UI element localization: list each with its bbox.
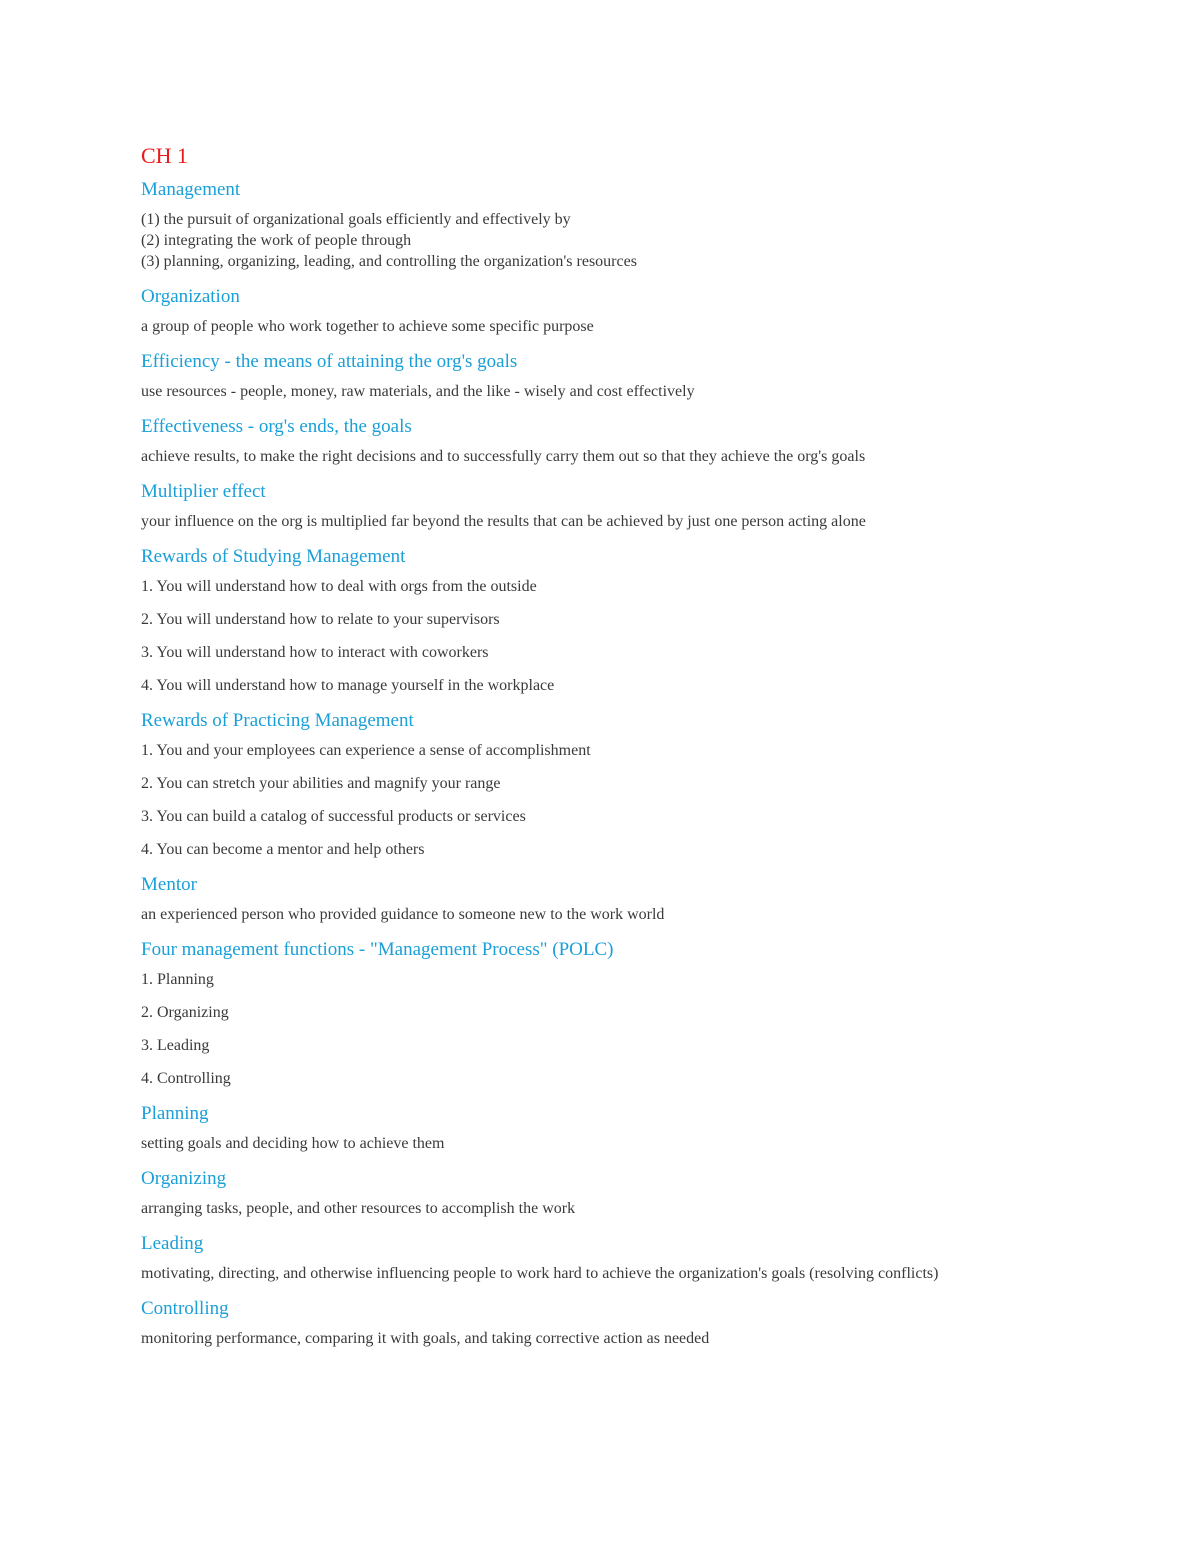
section-management (141, 177, 1011, 272)
list-item: 1. You will understand how to deal with orgs from the outside (141, 578, 537, 595)
definition-text: an experienced person who provided guidance to someone new to the work world (141, 906, 665, 923)
list-item: 4. You can become a mentor and help others (141, 841, 425, 858)
list-item: 4. You will understand how to manage yourself in the workplace (141, 677, 555, 694)
list-item: 1. Planning (141, 971, 214, 988)
list-item: 1. You and your employees can experience a sense of accomplishment (141, 742, 591, 759)
section-heading: Leading (141, 1233, 204, 1254)
section-rewards-practicing (141, 708, 1011, 860)
section-heading: Multiplier effect (141, 481, 266, 502)
document-page (141, 141, 1011, 1361)
section-rewards-studying (141, 544, 1011, 696)
section-heading: Controlling (141, 1298, 229, 1319)
section-controlling (141, 1296, 1011, 1349)
section-organization (141, 284, 1011, 337)
definition-text: arranging tasks, people, and other resources to accomplish the work (141, 1200, 576, 1217)
list-item: 3. Leading (141, 1037, 210, 1054)
list-item: 3. You will understand how to interact with coworkers (141, 644, 489, 661)
definition-text: achieve results, to make the right decisions and to successfully carry them out so that they achieve the org's goals (141, 448, 866, 465)
section-effectiveness (141, 414, 1011, 467)
definition-line: (1) the pursuit of organizational goals efficiently and effectively by (141, 211, 571, 228)
list-item: 4. Controlling (141, 1070, 231, 1087)
section-heading: Efficiency - the means of attaining the org's goals (141, 351, 518, 372)
section-organizing (141, 1166, 1011, 1219)
section-heading: Four management functions - "Management Process" (POLC) (141, 939, 614, 960)
definition-text: setting goals and deciding how to achieve them (141, 1135, 445, 1152)
section-heading: Organizing (141, 1168, 227, 1189)
section-heading: Mentor (141, 874, 197, 895)
list-item: 3. You can build a catalog of successful products or services (141, 808, 526, 825)
definition-lines (141, 209, 1011, 272)
definition-text: use resources - people, money, raw materials, and the like - wisely and cost effectively (141, 383, 695, 400)
definition-text: your influence on the org is multiplied far beyond the results that can be achieved by just one person acting alone (141, 513, 866, 530)
section-four-functions (141, 937, 1011, 1089)
section-heading: Effectiveness - org's ends, the goals (141, 416, 412, 437)
section-heading: Management (141, 179, 241, 200)
section-mentor (141, 872, 1011, 925)
section-heading: Rewards of Practicing Management (141, 710, 414, 731)
section-heading: Planning (141, 1103, 209, 1124)
list-item: 2. You can stretch your abilities and magnify your range (141, 775, 501, 792)
section-leading (141, 1231, 1011, 1284)
section-heading: Rewards of Studying Management (141, 546, 406, 567)
section-efficiency (141, 349, 1011, 402)
definition-text: monitoring performance, comparing it with goals, and taking corrective action as needed (141, 1330, 710, 1347)
definition-text: motivating, directing, and otherwise influencing people to work hard to achieve the organization's goals (resolving conflicts) (141, 1265, 939, 1282)
definition-line: (2) integrating the work of people through (141, 232, 412, 249)
section-heading: Organization (141, 286, 240, 307)
chapter-title: CH 1 (141, 143, 189, 168)
list-item: 2. You will understand how to relate to your supervisors (141, 611, 500, 628)
list-item: 2. Organizing (141, 1004, 229, 1021)
section-planning (141, 1101, 1011, 1154)
definition-text: a group of people who work together to achieve some specific purpose (141, 318, 594, 335)
section-multiplier-effect (141, 479, 1011, 532)
definition-line: (3) planning, organizing, leading, and controlling the organization's resources (141, 253, 637, 270)
